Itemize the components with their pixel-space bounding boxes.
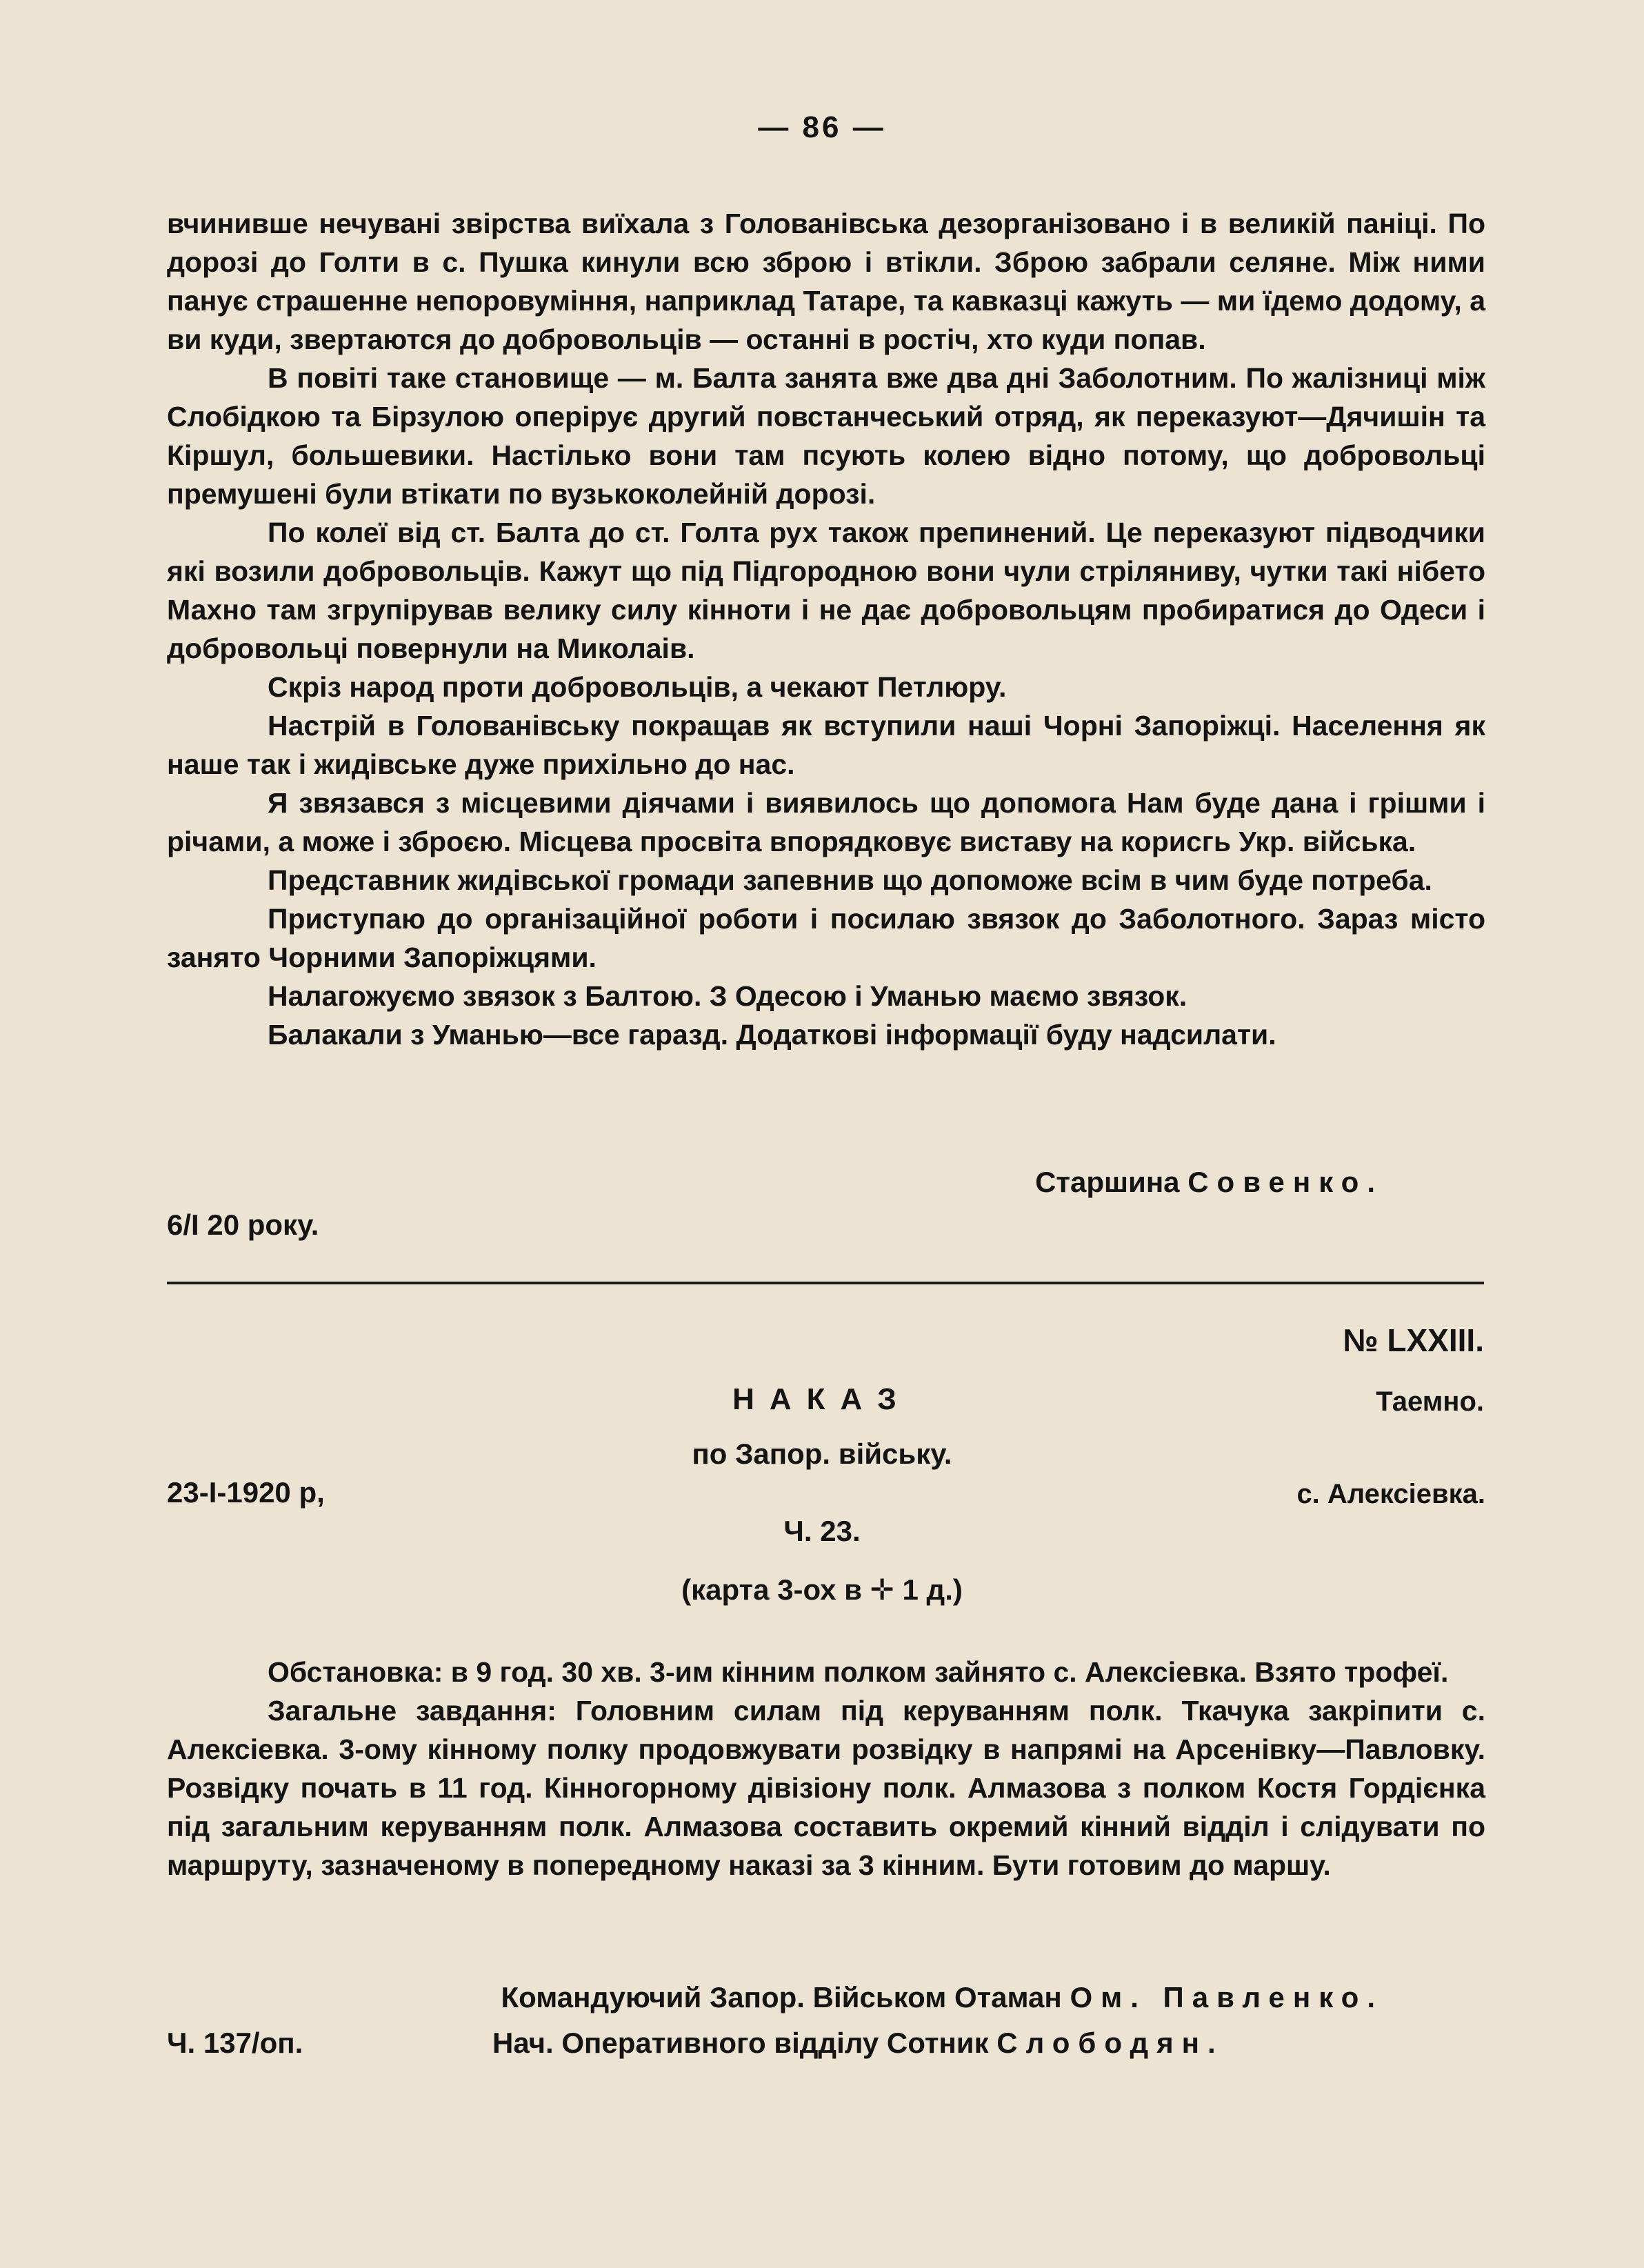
chief-name: Слободян. (996, 2027, 1224, 2059)
paragraph: Я звязався з місцевими діячами і виявилось що допомога Нам буде дана і грішми і річами, а може і зброєю. Місцева просвіта впорядковує виставу на корисгь Укр. війська. (167, 787, 1485, 857)
chief-signature (492, 2027, 1224, 2060)
paragraph: Настрій в Голованівську покращав як вступили наші Чорні Запоріжці. Населення як наше так і жидівське дуже прихільно до нас. (167, 710, 1485, 780)
paragraph: Балакали з Уманью—все гаразд. Додаткові інформації буду надсилати. (268, 1019, 1276, 1051)
paragraph: Приступаю до організаційної роботи і посилаю звязок до Заболотного. Зараз місто занято Чорними Запоріжцями. (167, 903, 1485, 973)
page-number: — 86 — (758, 110, 886, 144)
order-map-reference: (карта 3-ох в ✛ 1 д.) (681, 1573, 963, 1606)
report-text (167, 204, 1485, 1054)
paragraph: В повіті таке становище — м. Балта занята вже два дні Заболотним. По жалізниці між Слобідкою та Бірзулою оперірує другий повстанчеський отряд, як переказуют—Дячишін та Кіршул, большевики. Настілько вони там псують колею відно потому, що добровольці премушені були втікати по вузькоколейній дорозі. (167, 362, 1485, 510)
paragraph: вчинивше нечувані звірства виїхала з Голованівська дезорганізовано і в великій паніці. По дорозі до Голти в с. Пушка кинули всю зброю і втікли. Зброю забрали селяне. Між ними панує страшенне непоровуміння, наприклад Татаре, та кавказці кажуть — ми їдемо додому, а ви куди, звертаются до добровольців — останні в ростіч, хто куди попав. (167, 208, 1485, 355)
secrecy-mark: Таемно. (1376, 1386, 1484, 1417)
paragraph: По колеї від ст. Балта до ст. Голта рух також препинений. Це переказуют підводчики які возили добровольців. Кажут що під Підгородною вони чули стріляниву, чутки такі нібето Махно там згрупірував велику силу кінноти і не дає добровольцям пробиратися до Одеси і добровольці повернули на Миколаів. (167, 517, 1485, 664)
order-title: НАКАЗ (732, 1382, 912, 1416)
paragraph: Представник жидівської громади запевнив що допоможе всім в чим буде потреба. (268, 864, 1432, 896)
order-text (167, 1653, 1485, 1884)
order-number: № LXXIII. (1343, 1322, 1484, 1358)
section-divider (167, 1282, 1484, 1284)
paragraph: Загальне завдання: Головним силам під керуванням полк. Ткачука закріпити с. Алексіевка. 3-ому кінному полку продовжувати розвідку в напрямі на Арсенівку—Павловку. Розвідку почать в 11 год. Кінногорному дівізіону полк. Алмазова з полком Костя Гордієнка під загальним керуванням полк. Алмазова составить окремий кінний відділ і слідувати по маршруту, зазначеному в попередному наказі за 3 кінним. Бути готовим до маршу. (167, 1695, 1485, 1881)
paragraph: Налагожуємо звязок з Балтою. З Одесою і Уманью маємо звязок. (268, 980, 1187, 1012)
order-date: 23-І-1920 р, (167, 1476, 325, 1509)
order-reference: Ч. 137/оп. (167, 2027, 303, 2059)
commander-signature (501, 1981, 1383, 2014)
signature-name: Совенко. (1187, 1166, 1383, 1198)
signature-rank: Старшина (1035, 1166, 1188, 1198)
paragraph: Скріз народ проти добровольців, а чекают Петлюру. (268, 671, 1007, 703)
order-part: Ч. 23. (783, 1515, 861, 1547)
commander-name: Ом. Павленко. (1070, 1981, 1383, 2013)
chief-title: Нач. Оперативного відділу Сотник (492, 2027, 997, 2059)
paragraph: Обстановка: в 9 год. 30 хв. 3-им кінним полком зайнято с. Алексіевка. Взято трофеї. (268, 1656, 1449, 1688)
report-signature (1035, 1166, 1383, 1199)
order-subtitle: по Запор. війську. (692, 1438, 952, 1470)
order-place: с. Алексіевка. (1296, 1479, 1485, 1509)
commander-title: Командуючий Запор. Військом Отаман (501, 1981, 1070, 2013)
report-date: 6/I 20 року. (167, 1208, 319, 1241)
